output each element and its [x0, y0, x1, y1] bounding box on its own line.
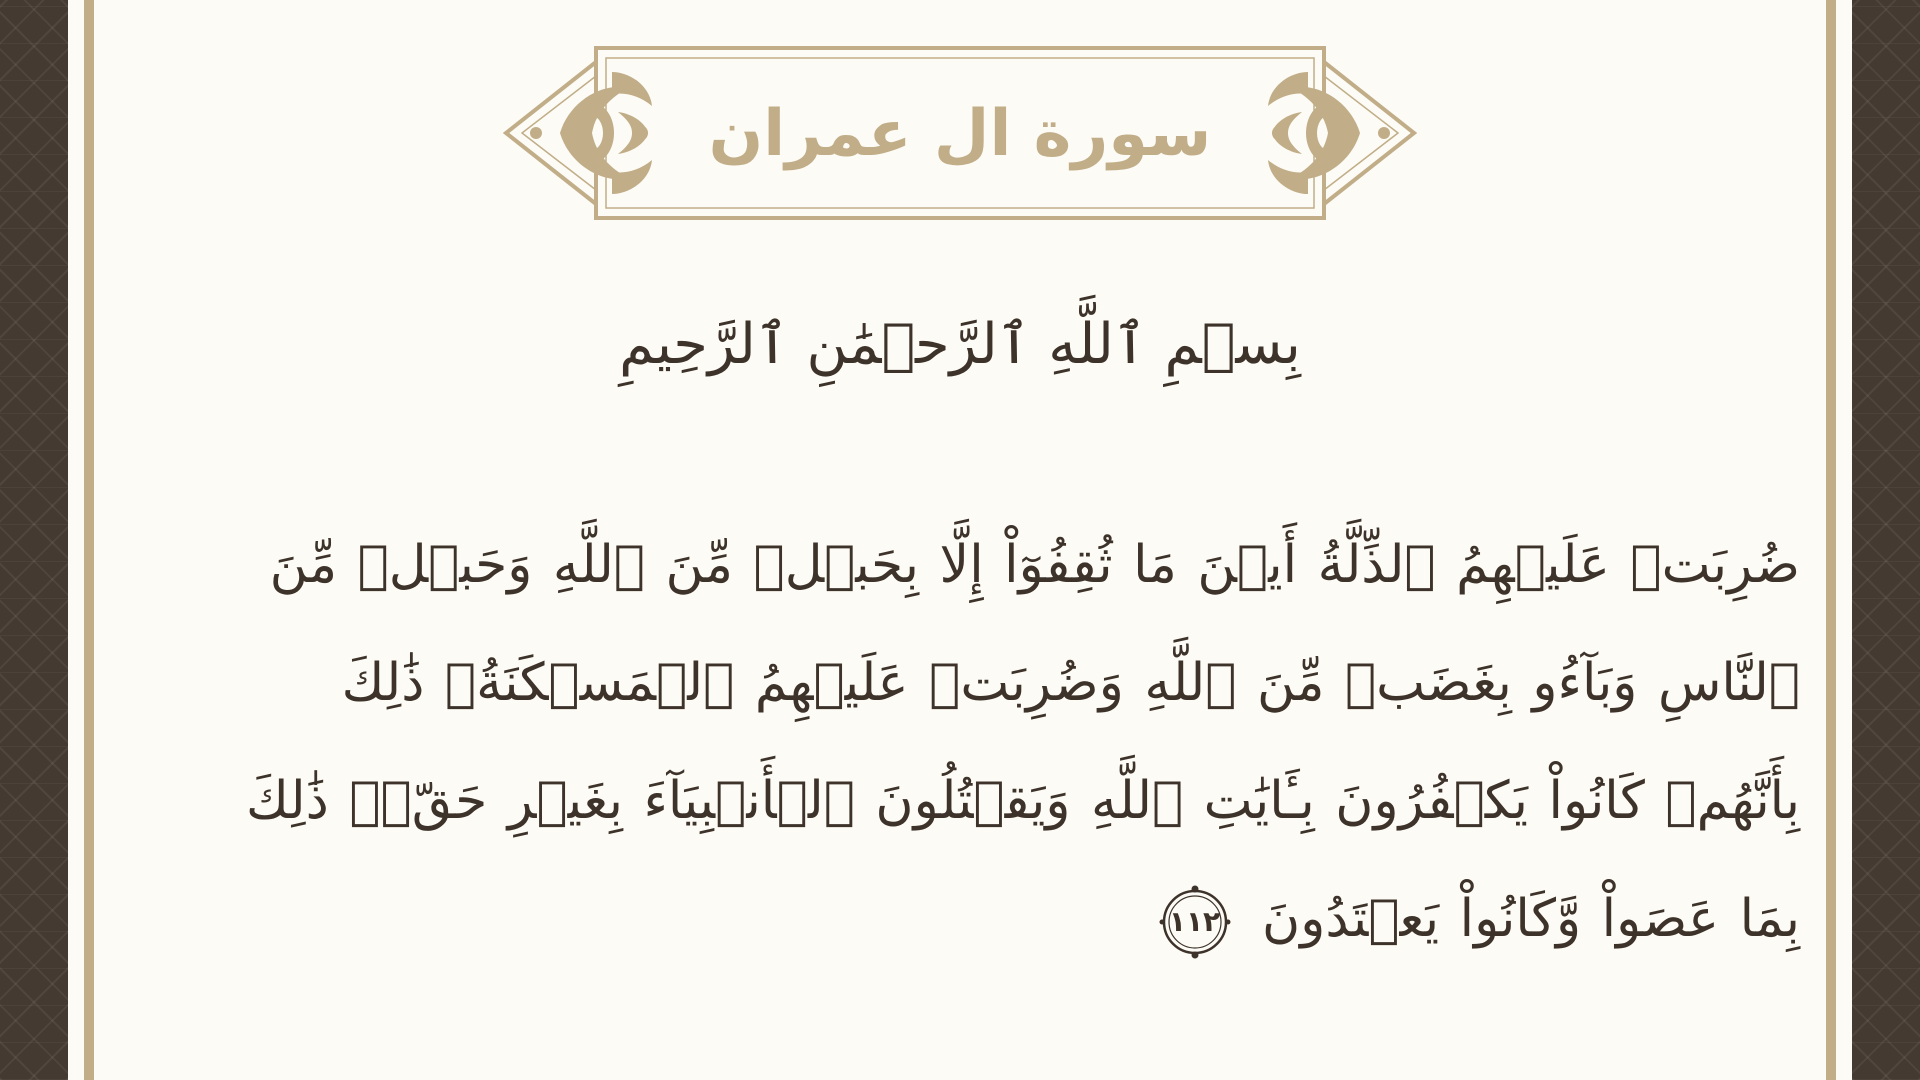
- ayah-number: ١١٢: [1168, 905, 1221, 938]
- left-gold-rule: [84, 0, 94, 1080]
- left-ornamental-border: [0, 0, 68, 1080]
- right-gold-rule: [1826, 0, 1836, 1080]
- surah-title: سورة ال عمران: [708, 97, 1212, 171]
- verse-text-block: [230, 506, 1800, 978]
- basmala: بِسۡمِ ٱللَّهِ ٱلرَّحۡمَٰنِ ٱلرَّحِيمِ: [619, 312, 1301, 377]
- surah-title-frame: [500, 42, 1420, 224]
- right-ornamental-border: [1852, 0, 1920, 1080]
- verse-text: ضُرِبَتۡ عَلَيۡهِمُ ٱلذِّلَّةُ أَيۡنَ مَا ثُقِفُوٓاْ إِلَّا بِحَبۡلٖ مِّنَ ٱللَّهِ وَحَبۡلٖ مِّنَ ٱلنَّاسِ وَبَآءُو بِغَضَبٖ مِّنَ ٱللَّهِ وَضُرِبَتۡ عَلَيۡهِمُ ٱلۡمَسۡكَنَةُۚ ذَٰلِكَ بِأَنَّهُمۡ كَانُواْ يَكۡفُرُونَ بِـَٔايَٰتِ ٱللَّهِ وَيَقۡتُلُونَ ٱلۡأَنۢبِيَآءَ بِغَيۡرِ حَقّٖۚ ذَٰلِكَ بِمَا عَصَواْ وَّكَانُواْ يَعۡتَدُونَ: [245, 535, 1800, 949]
- ayah-number-marker: [1158, 885, 1232, 959]
